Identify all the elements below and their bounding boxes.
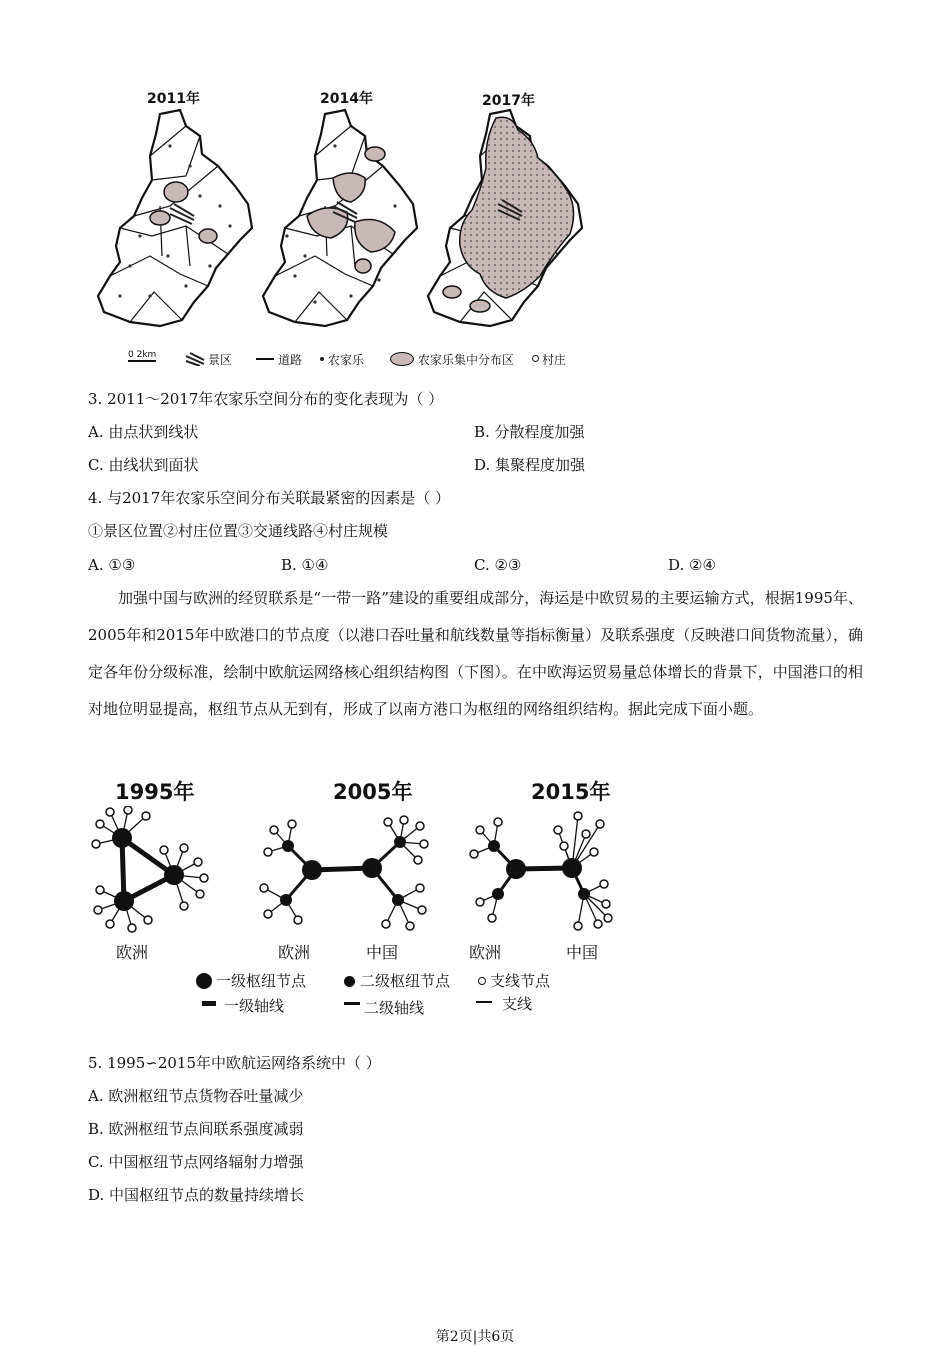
label-europe-1995: 欧洲 <box>116 943 149 962</box>
legend-branch-line: 支线 <box>502 995 533 1013</box>
legend-branch-node: 支线节点 <box>490 972 551 990</box>
map-year-2014: 2014年 <box>320 91 373 107</box>
road-legend-icon <box>256 358 274 360</box>
axis2-legend-icon <box>344 1002 360 1005</box>
q4-stem: 4. 与2017年农家乐空间分布关联最紧密的因素是（ ） <box>88 489 451 507</box>
q5-option-c[interactable]: C. 中国枢纽节点网络辐射力增强 <box>88 1153 304 1171</box>
cluster-legend-icon <box>390 352 414 366</box>
q3-option-c[interactable]: C. 由线状到面状 <box>88 456 199 474</box>
page-footer: 第2页|共6页 <box>435 1329 515 1345</box>
map-year-2017: 2017年 <box>482 93 535 109</box>
network-legend <box>196 970 616 1022</box>
q4-option-d[interactable]: D. ②④ <box>668 556 716 574</box>
legend-road: 道路 <box>278 353 303 367</box>
village-legend-icon <box>532 355 539 362</box>
legend-village: 村庄 <box>542 353 567 367</box>
farmstay-maps <box>90 106 610 336</box>
q4-option-b[interactable]: B. ①④ <box>281 556 329 574</box>
legend-axis2: 二级轴线 <box>364 999 425 1017</box>
branch-node-legend-icon <box>478 977 486 985</box>
q3-option-b[interactable]: B. 分散程度加强 <box>474 423 585 441</box>
q3-stem: 3. 2011～2017年农家乐空间分布的变化表现为（ ） <box>88 390 444 408</box>
scale-bar: 0 2km <box>128 350 157 360</box>
legend-farmhouse: 农家乐 <box>328 353 365 367</box>
scenic-legend-icon <box>184 352 206 366</box>
legend-scenic: 景区 <box>208 353 233 367</box>
farmhouse-legend-icon <box>320 357 324 361</box>
q3-option-a[interactable]: A. 由点状到线状 <box>88 423 199 441</box>
label-china-2005: 中国 <box>366 943 399 962</box>
hub2-legend-icon <box>344 976 355 987</box>
label-europe-2015: 欧洲 <box>469 943 502 962</box>
network-diagrams <box>88 806 628 936</box>
q4-factors: ①景区位置②村庄位置③交通线路④村庄规模 <box>88 522 389 540</box>
label-china-2015: 中国 <box>566 943 599 962</box>
q5-option-d[interactable]: D. 中国枢纽节点的数量持续增长 <box>88 1186 305 1204</box>
shipping-network-figure <box>88 772 628 1022</box>
q5-option-a[interactable]: A. 欧洲枢纽节点货物吞吐量减少 <box>88 1087 304 1105</box>
network-year-1995: 1995年 <box>115 780 195 804</box>
q5-option-b[interactable]: B. 欧洲枢纽节点间联系强度减弱 <box>88 1120 304 1138</box>
reading-passage: 加强中国与欧洲的经贸联系是“一带一路”建设的重要组成部分，海运是中欧贸易的主要运输方式，根据1995年、2005年和2015年中欧港口的节点度（以港口吞吐量和航线数量等指标衡量）及联系强度（反映港口间货物流量），确定各年份分级标准，绘制中欧航运网络核心组织结构图（下图）。在中欧海运贸易量总体增长的背景下，中国港口的相对地位明显提高，枢纽节点从无到有，形成了以南方港口为枢纽的网络组织结构。据此完成下面小题。 <box>88 589 863 718</box>
legend-axis1: 一级轴线 <box>224 997 285 1015</box>
q5-stem: 5. 1995∽2015年中欧航运网络系统中（ ） <box>88 1054 381 1072</box>
map-year-2011: 2011年 <box>147 91 200 107</box>
map-legend <box>128 350 628 370</box>
hub1-legend-icon <box>196 973 212 989</box>
label-europe-2005: 欧洲 <box>278 943 311 962</box>
legend-hub1: 一级枢纽节点 <box>216 972 307 990</box>
q4-option-c[interactable]: C. ②③ <box>474 556 522 574</box>
network-year-2015: 2015年 <box>531 780 611 804</box>
network-year-2005: 2005年 <box>333 780 413 804</box>
branch-line-legend-icon <box>476 1001 492 1003</box>
axis1-legend-icon <box>202 1001 216 1006</box>
q4-option-a[interactable]: A. ①③ <box>88 556 136 574</box>
q3-option-d[interactable]: D. 集聚程度加强 <box>474 456 586 474</box>
legend-hub2: 二级枢纽节点 <box>360 972 451 990</box>
farmstay-map-figure <box>90 82 610 377</box>
legend-cluster: 农家乐集中分布区 <box>418 353 515 367</box>
